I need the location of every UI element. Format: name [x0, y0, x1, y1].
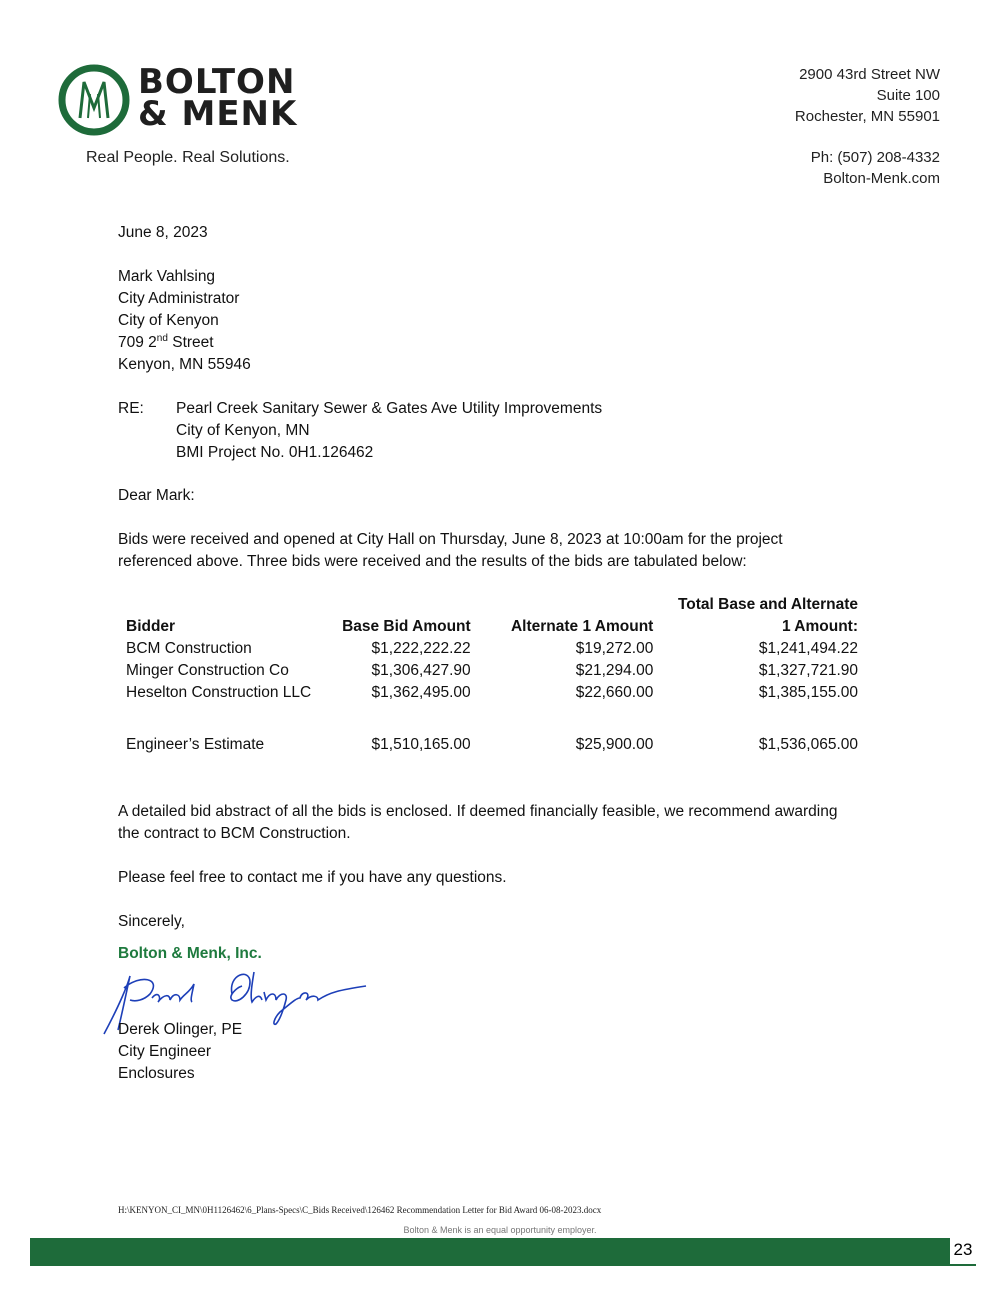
salutation: Dear Mark: [118, 487, 195, 504]
enclosures-note: Enclosures [118, 1065, 195, 1082]
recommendation-paragraph: A detailed bid abstract of all the bids is enclosed. If deemed financially feasible, we recommend awarding the contract to BCM Construction. [118, 803, 838, 842]
recipient-street: 709 2nd Street [118, 332, 214, 351]
recipient-block [118, 266, 251, 376]
company-address: 2900 43rd Street NW Suite 100 Rochester, MN 55901 Ph: (507) 208-4332 Bolton-Menk.com [794, 66, 940, 187]
table-row: BCM Construction $1,222,222.22 $19,272.00 $1,241,494.22 [126, 640, 858, 657]
header-alternate: Alternate 1 Amount [510, 618, 654, 635]
company-website: Bolton-Menk.com [823, 170, 940, 187]
header-total: Total Base and Alternate 1 Amount: [677, 596, 858, 635]
document-file-path: H:\KENYON_CI_MN\0H1126462\6_Plans-Specs\C_Bids Received\126462 Recommendation Letter for Bid Award 06-08-2023.docx [118, 1205, 602, 1215]
intro-paragraph: Bids were received and opened at City Hall on Thursday, June 8, 2023 at 10:00am for the project referenced above. Three bids were received and the results of the bids are tabulated below: [118, 531, 783, 570]
closing: Sincerely, [118, 913, 185, 930]
tagline: Real People. Real Solutions. [86, 149, 290, 166]
bolton-menk-logo-icon [58, 64, 130, 136]
re-subject: Pearl Creek Sanitary Sewer & Gates Ave Utility Improvements City of Kenyon, MN BMI Project No. 0H1.126462 [176, 400, 603, 461]
table-row: Heselton Construction LLC $1,362,495.00 $22,660.00 $1,385,155.00 [126, 684, 858, 701]
equal-opportunity-statement: Bolton & Menk is an equal opportunity employer. [403, 1225, 597, 1235]
signer-name: Derek Olinger, PE [118, 1021, 243, 1038]
contact-paragraph: Please feel free to contact me if you have any questions. [118, 869, 507, 886]
recipient-city: Kenyon, MN 55946 [118, 356, 251, 373]
recipient-org: City of Kenyon [118, 312, 219, 329]
table-row: Minger Construction Co $1,306,427.90 $21,294.00 $1,327,721.90 [126, 662, 858, 679]
company-phone: Ph: (507) 208-4332 [810, 149, 940, 166]
bid-tabulation-table [118, 594, 866, 756]
header-base-bid: Base Bid Amount [342, 618, 471, 635]
re-label: RE: [118, 400, 144, 417]
logo-wordmark: BOLTON & MENK [138, 62, 298, 134]
letter-date: June 8, 2023 [118, 224, 208, 241]
page-number: 23 [950, 1240, 976, 1266]
engineers-estimate-row: Engineer’s Estimate $1,510,165.00 $25,900.00 $1,536,065.00 [126, 736, 858, 753]
header-bidder: Bidder [126, 618, 176, 635]
recipient-title: City Administrator [118, 290, 240, 307]
company-name: Bolton & Menk, Inc. [118, 945, 262, 962]
signer-block [118, 1019, 242, 1085]
table-header-row [118, 594, 866, 638]
signer-title: City Engineer [118, 1043, 212, 1060]
footer-bar [30, 1238, 950, 1266]
recipient-name: Mark Vahlsing [118, 268, 216, 285]
